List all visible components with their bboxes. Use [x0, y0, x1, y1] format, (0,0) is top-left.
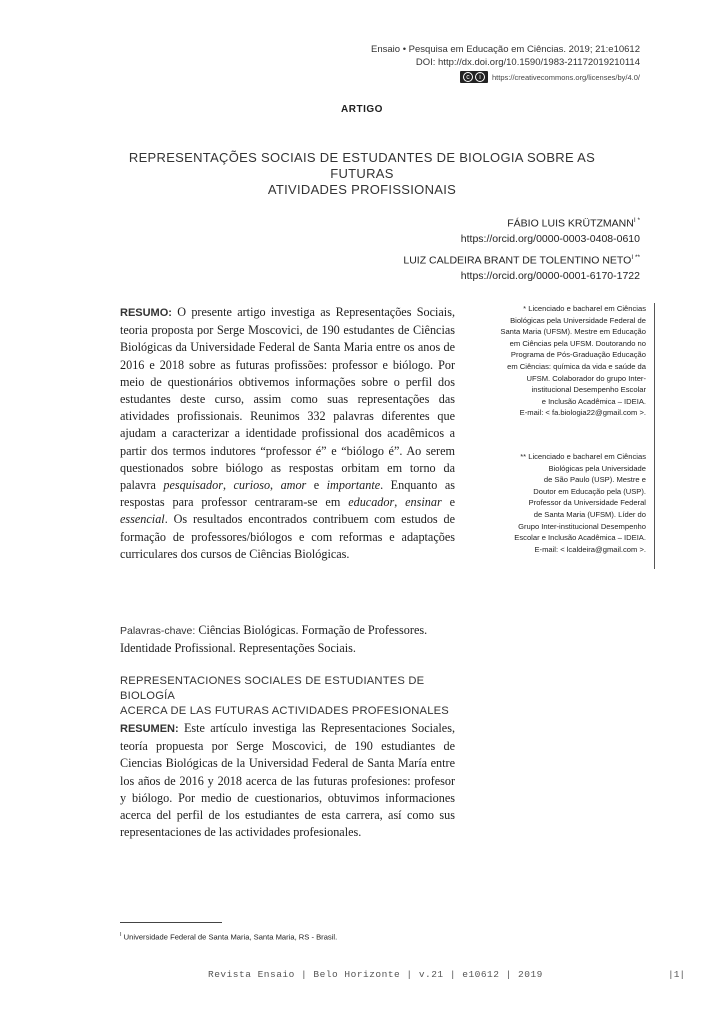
- abstract-pt-sep: e: [306, 478, 327, 493]
- abstract-pt-emphasis: curioso: [233, 478, 271, 493]
- abstract-pt-text: . Os resultados encontrados contribuem com estudos de formação de professores/biólogos e com reformas e adaptações curriculares dos cursos de Ciências Biológicas.: [120, 512, 455, 561]
- keywords-label: Palavras-chave:: [120, 625, 196, 637]
- author-mark: I **: [631, 254, 640, 261]
- keywords-text: Ciências Biológicas. Formação de Professores. Identidade Profissional. Representações Sociais.: [120, 623, 428, 656]
- author-orcid-link[interactable]: https://orcid.org/0000-0001-6170-1722: [460, 269, 640, 282]
- footnote-text: Universidade Federal de Santa Maria, Santa Maria, RS - Brasil.: [121, 932, 338, 942]
- affiliation-line: Doutor em Educação pela (USP).: [533, 486, 646, 496]
- abstract-es-text: Este artículo investiga las Representaciones Sociales, teoría propuesta por Serge Moscovici, de 190 estudiantes de Ciencias Biológicas de la Universidad Federal de Santa María entre los años de 2016 y 2018 acerca de las futuras profesiones: profesor y biólogo. Por medio de cuestionarios, obtuvimos informaciones acerca del perfil de los estudiantes de esta carrera, así como sus representaciones de las actividades profesionales.: [120, 721, 455, 840]
- title-es: [120, 674, 455, 719]
- article-title: [120, 150, 604, 198]
- affiliation-line: em Ciências: química da vida e saúde da: [507, 361, 646, 371]
- license-link[interactable]: https://creativecommons.org/licenses/by/4.0/: [492, 72, 640, 82]
- keywords-pt: [120, 622, 455, 657]
- abstract-pt-emphasis: essencial: [120, 512, 165, 527]
- abstract-pt-emphasis: importante: [326, 478, 381, 493]
- author-mark: I *: [633, 217, 640, 224]
- affiliation-line: de São Paulo (USP). Mestre e: [543, 475, 646, 485]
- abstract-pt-sep: ,: [394, 495, 406, 510]
- page-footer: Revista Ensaio | Belo Horizonte | v.21 | e10612 | 2019: [208, 969, 543, 980]
- abstract-pt-emphasis: ensinar: [405, 495, 442, 510]
- footnote: [120, 932, 337, 942]
- affiliation-line: Professor da Universidade Federal: [528, 498, 646, 508]
- title-es-line-1: REPRESENTACIONES SOCIALES DE ESTUDIANTES DE BIOLOGÍA: [120, 675, 425, 702]
- affiliation-line: em Ciências pela UFSM. Doutorando no: [509, 338, 646, 348]
- abstract-pt-emphasis: amor: [280, 478, 307, 493]
- abstract-pt-label: RESUMO:: [120, 307, 172, 319]
- affiliation-line: Escolar e Inclusão Acadêmica – IDEIA.: [514, 533, 646, 543]
- title-line-2: ATIVIDADES PROFISSIONAIS: [267, 182, 457, 197]
- footnote-mark: I: [120, 932, 122, 938]
- affiliation-divider: [654, 303, 655, 569]
- affiliation-line: institucional Desempenho Escolar: [531, 385, 646, 395]
- affiliation-line: ** Licenciado e bacharel em Ciências: [520, 452, 646, 461]
- affiliation-line: Programa de Pós-Graduação Educação: [510, 350, 646, 360]
- author-name: LUIZ CALDEIRA BRANT DE TOLENTINO NETO: [403, 254, 632, 267]
- affiliation-line: Santa Maria (UFSM). Mestre em Educação: [500, 327, 646, 337]
- footnote-divider: [120, 922, 222, 923]
- affiliation-email[interactable]: E-mail: < fa.biologia22@gmail.com >.: [519, 408, 646, 418]
- by-person-icon: i: [475, 72, 485, 82]
- section-label: ARTIGO: [341, 104, 383, 115]
- affiliation-line: UFSM. Colaborador do grupo Inter-: [526, 373, 646, 383]
- abstract-pt-sep: ,: [270, 478, 281, 493]
- author-block-1: [461, 213, 640, 247]
- abstract-pt-text: O presente artigo investiga as Representações Sociais, teoria proposta por Serge Moscovici, de 190 estudantes de Ciências Biológicas da Universidade Federal de Santa Maria entre os anos de 2016 e 2018 sobre as futuras profissões: professor e biólogo. Por meio de questionários obtivemos informações sobre o perfil dos estudantes deste curso, assim como suas representações das atividades profissionais. Reunimos 332 palavras diferentes que ajudam a caracterizar a identidade profissional dos acadêmicos a partir dos termos indutores “professor é” e “biólogo é”. Ao serem questionados sobre biólogo as respostas orbitam em torno da palavra: [120, 305, 455, 493]
- affiliation-line: Biológicas pela Universidade Federal de: [510, 315, 646, 325]
- author-name: FÁBIO LUIS KRÜTZMANN: [507, 217, 634, 230]
- license-row: [460, 71, 640, 83]
- affiliation-line: de Santa Maria (UFSM). Líder do: [533, 509, 646, 519]
- affiliation-line: Biológicas pela Universidade: [548, 463, 646, 473]
- author-block-2: [403, 250, 640, 284]
- affiliation-email[interactable]: E-mail: < lcaldeira@gmail.com >.: [534, 544, 646, 554]
- title-line-1: REPRESENTAÇÕES SOCIAIS DE ESTUDANTES DE BIOLOGIA SOBRE AS FUTURAS: [128, 150, 596, 181]
- abstract-pt-text: . Enquanto as respostas para professor centraram-se em: [120, 478, 456, 510]
- affiliation-line: * Licenciado e bacharel em Ciências: [523, 304, 646, 313]
- page-number: |1|: [668, 969, 686, 980]
- doi-link[interactable]: DOI: http://dx.doi.org/10.1590/1983-21172019210114: [415, 57, 640, 68]
- abstract-pt-emphasis: educador: [348, 495, 395, 510]
- abstract-pt: [120, 304, 455, 563]
- author-orcid-link[interactable]: https://orcid.org/0000-0003-0408-0610: [460, 232, 640, 245]
- cc-icon: c: [463, 72, 473, 82]
- affiliation-2: [478, 451, 646, 555]
- abstract-pt-emphasis: pesquisador: [163, 478, 223, 493]
- affiliation-line: e Inclusão Acadêmica – IDEIA.: [541, 396, 646, 406]
- abstract-pt-sep: ,: [222, 478, 234, 493]
- journal-citation: Ensaio • Pesquisa em Educação em Ciências. 2019; 21:e10612: [371, 44, 640, 55]
- affiliation-1: [478, 303, 646, 419]
- title-es-line-2: ACERCA DE LAS FUTURAS ACTIVIDADES PROFESIONALES: [120, 705, 449, 717]
- cc-by-badge[interactable]: [460, 71, 488, 83]
- abstract-es: [120, 720, 455, 841]
- abstract-es-label: RESUMEN:: [120, 723, 179, 735]
- affiliation-line: Grupo Inter-institucional Desempenho: [518, 521, 646, 531]
- abstract-pt-sep: e: [441, 495, 455, 510]
